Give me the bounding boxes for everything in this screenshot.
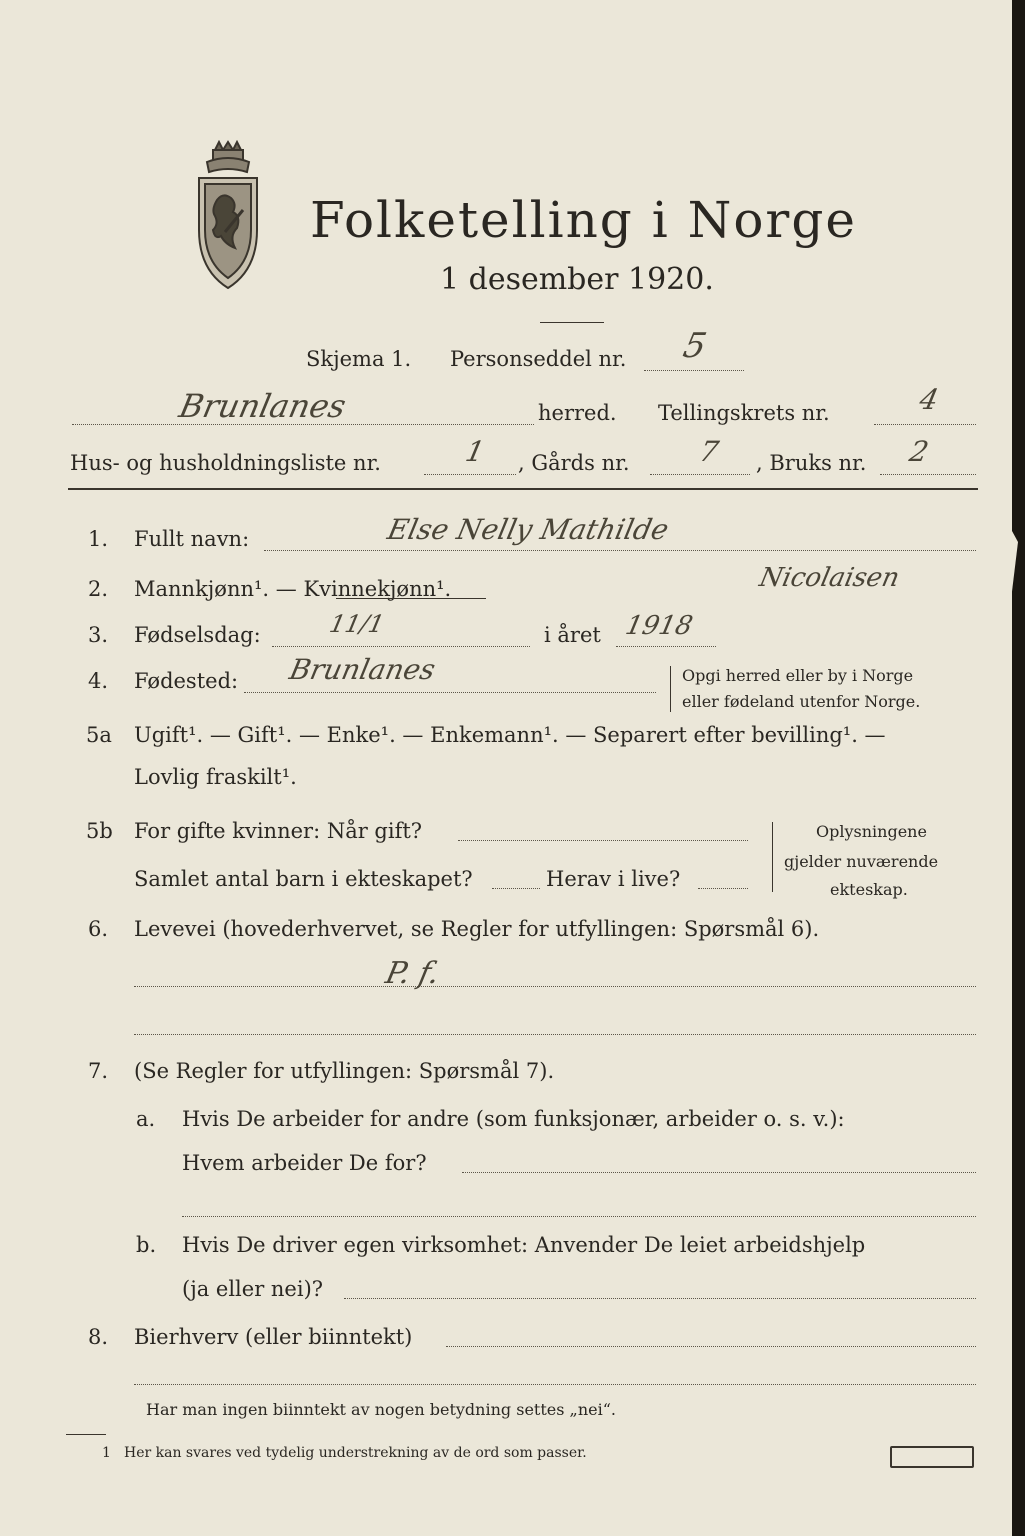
q6-label: Levevei (hovederhvervet, se Regler for utfyllingen: Spørsmål 6). xyxy=(134,917,820,941)
q2-kvinnekjonn-underline xyxy=(336,598,486,599)
header-divider xyxy=(68,488,978,490)
tellingskrets-value: 4 xyxy=(916,383,942,416)
footer-note: Har man ingen biinntekt av nogen betydning settes „nei“. xyxy=(146,1400,616,1419)
q7-number: 7. xyxy=(88,1059,109,1083)
q7a-line2: Hvem arbeider De for? xyxy=(182,1151,427,1175)
q5b-note-line1: Oplysningene xyxy=(816,822,927,841)
q6-value: P. f. xyxy=(382,956,443,991)
q3-year-label: i året xyxy=(544,623,601,647)
q3-date-value: 11/1 xyxy=(327,610,387,638)
q1-label: Fullt navn: xyxy=(134,527,250,551)
skjema-label: Skjema 1. xyxy=(306,347,412,371)
q4-note-line1: Opgi herred eller by i Norge xyxy=(682,666,914,685)
q6-field-1[interactable] xyxy=(134,986,976,987)
q1-number: 1. xyxy=(88,527,109,551)
herred-value: Brunlanes xyxy=(175,387,350,425)
q3-year-value: 1918 xyxy=(622,611,696,641)
q1-surname-value: Nicolaisen xyxy=(756,563,903,593)
q8-label: Bierhverv (eller biinntekt) xyxy=(134,1325,413,1349)
q6-number: 6. xyxy=(88,917,109,941)
q8-field-1[interactable] xyxy=(446,1346,976,1347)
q4-note-line2: eller fødeland utenfor Norge. xyxy=(682,692,921,711)
q7a-field-1[interactable] xyxy=(462,1172,976,1173)
q5b-alive-field[interactable] xyxy=(698,888,748,889)
q6-field-2[interactable] xyxy=(134,1034,976,1035)
q3-year-field[interactable] xyxy=(616,646,716,647)
footnote-text: Her kan svares ved tydelig understrekning av de ord som passer. xyxy=(124,1445,587,1461)
personseddel-value: 5 xyxy=(679,326,710,366)
q7a-field-2[interactable] xyxy=(182,1216,976,1217)
q8-field-2[interactable] xyxy=(134,1384,976,1385)
gards-value: 7 xyxy=(696,435,722,468)
q5a-line2: Lovlig fraskilt¹. xyxy=(134,765,297,789)
title-divider xyxy=(540,322,604,323)
personseddel-field[interactable] xyxy=(644,370,744,371)
hus-field[interactable] xyxy=(424,474,516,475)
q4-field[interactable] xyxy=(244,692,656,693)
q5b-married-field[interactable] xyxy=(458,840,748,841)
tellingskrets-label: Tellingskrets nr. xyxy=(658,401,830,425)
hus-label: Hus- og husholdningsliste nr. xyxy=(70,451,381,475)
footnote-mark: 1 xyxy=(102,1445,111,1461)
census-date: 1 desember 1920. xyxy=(440,262,714,297)
q2-label: Mannkjønn¹. — Kvinnekjønn¹. xyxy=(134,577,452,601)
q3-number: 3. xyxy=(88,623,109,647)
printer-stamp xyxy=(890,1446,974,1468)
herred-label: herred. xyxy=(538,401,617,425)
q5b-note-line3: ekteskap. xyxy=(830,880,908,899)
q4-label: Fødested: xyxy=(134,669,239,693)
q4-value: Brunlanes xyxy=(286,653,439,686)
q7b-line2: (ja eller nei)? xyxy=(182,1277,324,1301)
personseddel-label: Personseddel nr. xyxy=(450,347,627,371)
torn-edge xyxy=(978,498,1018,608)
q5b-note-brace xyxy=(772,822,773,892)
gards-field[interactable] xyxy=(650,474,750,475)
q1-value: Else Nelly Mathilde xyxy=(384,513,672,546)
q5b-line2b: Herav i live? xyxy=(546,867,681,891)
q4-note-brace xyxy=(670,666,671,712)
q5b-children-field[interactable] xyxy=(492,888,540,889)
q7a-line1: Hvis De arbeider for andre (som funksjonær, arbeider o. s. v.): xyxy=(182,1107,845,1131)
bruks-field[interactable] xyxy=(880,474,976,475)
q2-number: 2. xyxy=(88,577,109,601)
q3-label: Fødselsdag: xyxy=(134,623,261,647)
footnote-divider xyxy=(66,1434,106,1435)
hus-value: 1 xyxy=(462,435,488,468)
q7b-number: b. xyxy=(136,1233,157,1257)
q5a-line1: Ugift¹. — Gift¹. — Enke¹. — Enkemann¹. — Separert efter bevilling¹. — xyxy=(134,723,886,747)
q5b-note-line2: gjelder nuværende xyxy=(784,852,939,871)
q3-date-field[interactable] xyxy=(272,646,530,647)
q8-number: 8. xyxy=(88,1325,109,1349)
bruks-label: , Bruks nr. xyxy=(756,451,867,475)
q1-field[interactable] xyxy=(264,550,976,551)
q4-number: 4. xyxy=(88,669,109,693)
q5a-number: 5a xyxy=(86,723,112,747)
gards-label: , Gårds nr. xyxy=(518,451,630,475)
q5b-line2a: Samlet antal barn i ekteskapet? xyxy=(134,867,473,891)
tellingskrets-field[interactable] xyxy=(874,424,976,425)
coat-of-arms-icon xyxy=(185,140,271,295)
q7b-field[interactable] xyxy=(344,1298,976,1299)
q7a-number: a. xyxy=(136,1107,156,1131)
bruks-value: 2 xyxy=(906,435,932,468)
q7-label: (Se Regler for utfyllingen: Spørsmål 7). xyxy=(134,1059,555,1083)
form-title: Folketelling i Norge xyxy=(310,191,857,249)
q7b-line1: Hvis De driver egen virksomhet: Anvender De leiet arbeidshjelp xyxy=(182,1233,866,1257)
q5b-line1: For gifte kvinner: Når gift? xyxy=(134,819,423,843)
q5b-number: 5b xyxy=(86,819,113,843)
